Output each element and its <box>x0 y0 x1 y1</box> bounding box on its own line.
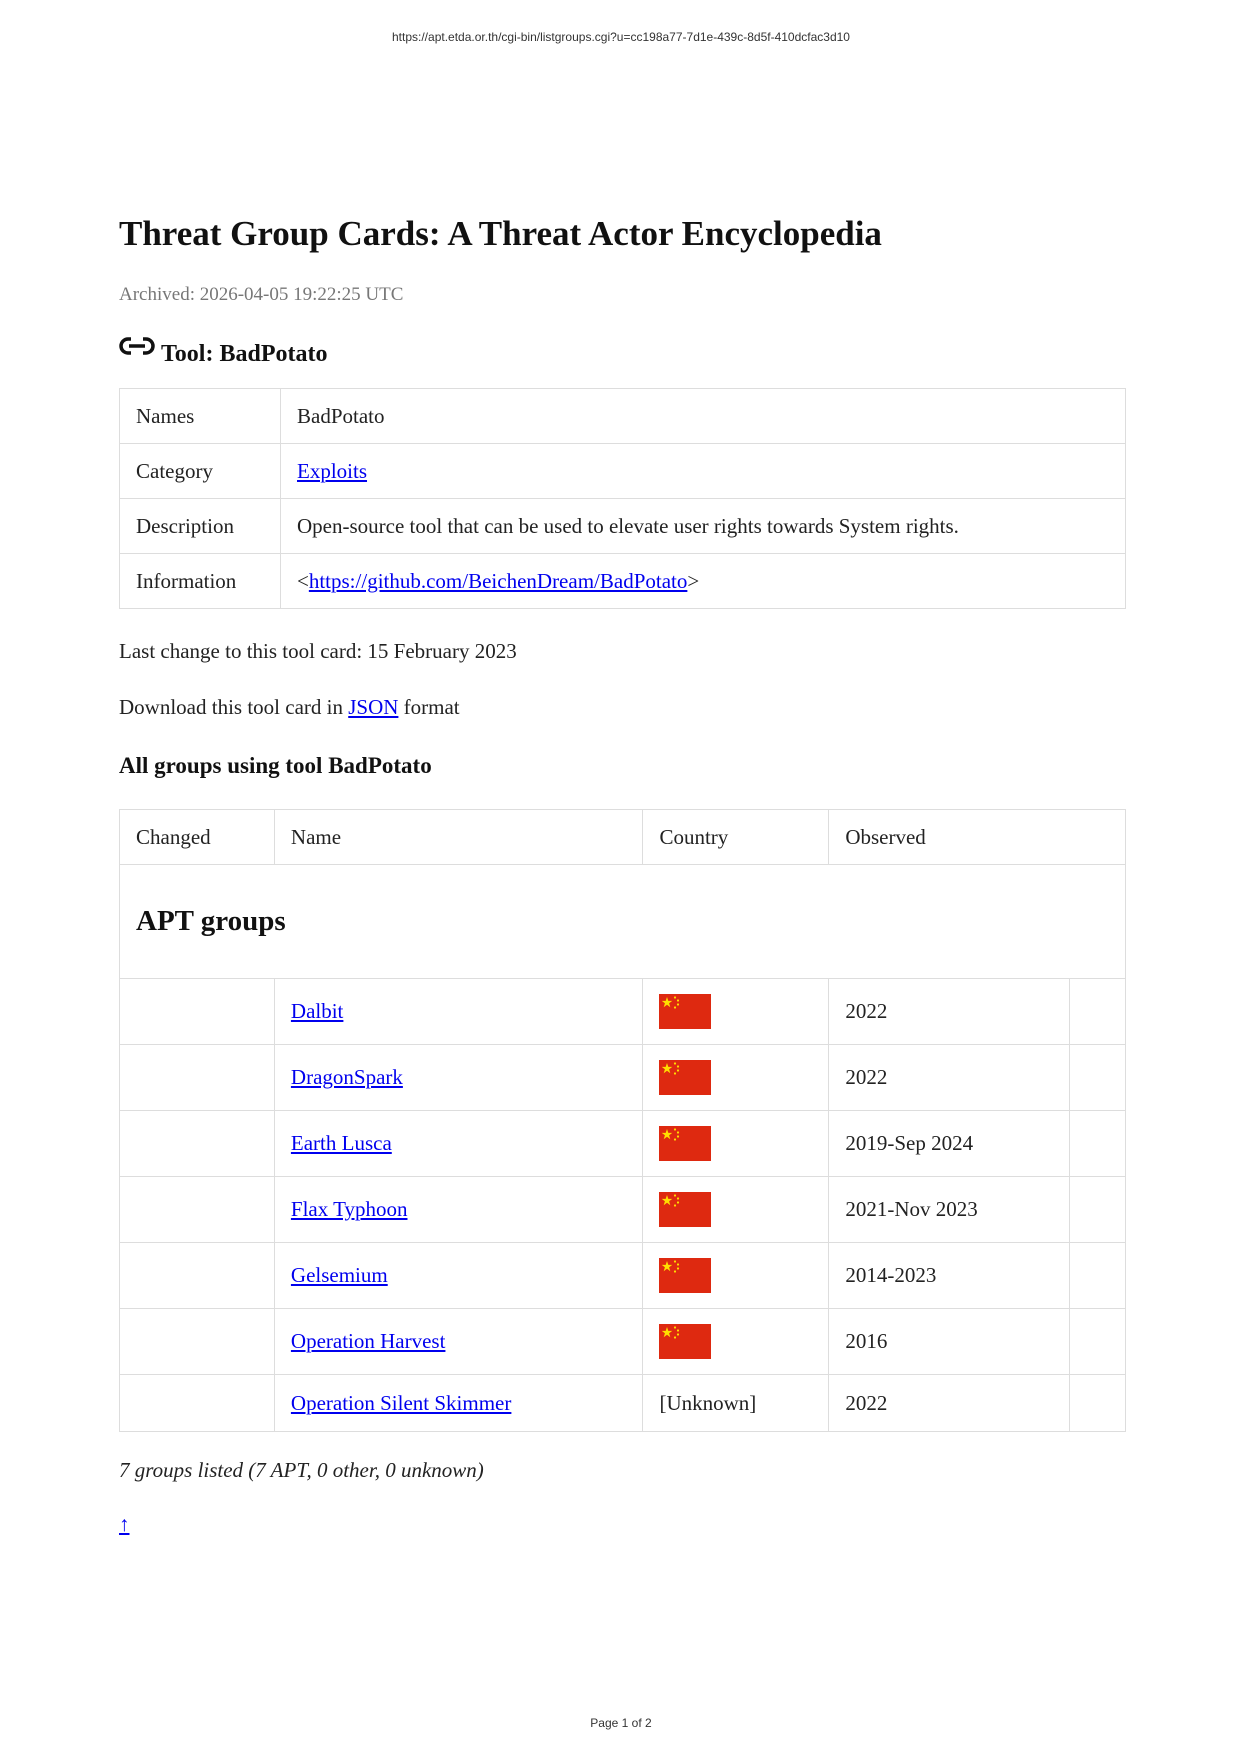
link-icon <box>119 336 155 358</box>
table-row <box>120 1045 1126 1111</box>
table-row <box>120 389 1126 444</box>
observed-cell: 2021-Nov 2023 <box>829 1177 1070 1243</box>
main-content <box>119 210 1126 1538</box>
observed-cell: 2014-2023 <box>829 1243 1070 1309</box>
china-flag-icon <box>659 994 711 1029</box>
extra-cell <box>1070 1243 1126 1309</box>
name-cell <box>274 1177 643 1243</box>
changed-cell <box>120 979 275 1045</box>
tool-heading <box>119 334 1126 368</box>
download-prefix: Download this tool card in <box>119 695 349 719</box>
china-flag-icon <box>659 1060 711 1095</box>
column-header-name: Name <box>274 810 643 865</box>
china-flag-icon <box>659 1126 711 1161</box>
information-suffix: > <box>687 568 700 593</box>
print-url-header: https://apt.etda.or.th/cgi-bin/listgroups.cgi?u=cc198a77-7d1e-439c-8d5f-410dcfac3d10 <box>392 30 850 44</box>
group-link[interactable]: Operation Silent Skimmer <box>290 1390 512 1415</box>
table-row <box>120 979 1126 1045</box>
download-suffix: format <box>398 695 460 719</box>
names-value: BadPotato <box>281 389 1126 444</box>
observed-cell: 2016 <box>829 1309 1070 1375</box>
up-arrow-line <box>119 1510 1126 1538</box>
table-row <box>120 1375 1126 1432</box>
category-label: Category <box>120 444 281 499</box>
group-link[interactable]: Dalbit <box>290 999 344 1023</box>
extra-cell <box>1070 1045 1126 1111</box>
country-cell <box>643 1177 829 1243</box>
section-title: APT groups <box>136 905 286 937</box>
table-header-row <box>120 810 1126 865</box>
group-link[interactable]: Flax Typhoon <box>290 1197 408 1221</box>
extra-cell <box>1070 1177 1126 1243</box>
section-cell <box>120 865 1126 979</box>
changed-cell <box>120 1045 275 1111</box>
tool-heading-text: Tool: BadPotato <box>161 341 328 367</box>
name-cell <box>274 1309 643 1375</box>
section-row <box>120 865 1126 979</box>
observed-cell: 2022 <box>829 979 1070 1045</box>
information-label: Information <box>120 554 281 609</box>
column-header-country: Country <box>643 810 829 865</box>
names-label: Names <box>120 389 281 444</box>
page-number-footer: Page 1 of 2 <box>590 1716 652 1730</box>
github-link[interactable]: https://github.com/BeichenDream/BadPotato <box>308 568 688 593</box>
china-flag-icon <box>659 1324 711 1359</box>
extra-cell <box>1070 1111 1126 1177</box>
group-link[interactable]: Operation Harvest <box>290 1329 446 1353</box>
groups-summary: 7 groups listed (7 APT, 0 other, 0 unknown) <box>119 1458 484 1482</box>
country-cell <box>643 979 829 1045</box>
changed-cell <box>120 1177 275 1243</box>
name-cell <box>274 1111 643 1177</box>
china-flag-icon <box>659 1192 711 1227</box>
table-row <box>120 1243 1126 1309</box>
description-label: Description <box>120 499 281 554</box>
table-row <box>120 554 1126 609</box>
observed-cell: 2022 <box>829 1045 1070 1111</box>
observed-cell: 2022 <box>829 1375 1070 1432</box>
changed-cell <box>120 1309 275 1375</box>
download-line <box>119 693 1126 721</box>
information-cell <box>281 554 1126 609</box>
table-row <box>120 1309 1126 1375</box>
column-header-changed: Changed <box>120 810 275 865</box>
table-row <box>120 444 1126 499</box>
group-link[interactable]: Earth Lusca <box>290 1131 392 1155</box>
changed-cell <box>120 1111 275 1177</box>
changed-cell <box>120 1243 275 1309</box>
name-cell <box>274 1045 643 1111</box>
name-cell <box>274 979 643 1045</box>
page-title: Threat Group Cards: A Threat Actor Encyclopedia <box>119 214 882 253</box>
country-cell <box>643 1111 829 1177</box>
group-link[interactable]: DragonSpark <box>290 1065 403 1089</box>
table-row <box>120 1177 1126 1243</box>
changed-cell <box>120 1375 275 1432</box>
category-cell <box>281 444 1126 499</box>
back-to-top-link[interactable]: ↑ <box>119 1512 130 1536</box>
country-cell <box>643 1243 829 1309</box>
extra-cell <box>1070 1375 1126 1432</box>
observed-cell: 2019-Sep 2024 <box>829 1111 1070 1177</box>
json-download-link[interactable]: JSON <box>348 695 399 719</box>
china-flag-icon <box>659 1258 711 1293</box>
column-header-observed: Observed <box>829 810 1126 865</box>
table-row <box>120 499 1126 554</box>
description-value: Open-source tool that can be used to elevate user rights towards System rights. <box>281 499 1126 554</box>
country-cell: [Unknown] <box>643 1375 829 1432</box>
name-cell <box>274 1375 643 1432</box>
tool-info-table <box>119 388 1126 609</box>
groups-heading: All groups using tool BadPotato <box>119 753 432 778</box>
category-link[interactable]: Exploits <box>297 458 368 483</box>
country-cell <box>643 1309 829 1375</box>
country-cell <box>643 1045 829 1111</box>
groups-table <box>119 809 1126 1432</box>
extra-cell <box>1070 1309 1126 1375</box>
last-change-text: Last change to this tool card: 15 February 2023 <box>119 639 517 663</box>
group-link[interactable]: Gelsemium <box>290 1263 388 1287</box>
table-row <box>120 1111 1126 1177</box>
extra-cell <box>1070 979 1126 1045</box>
archived-timestamp: Archived: 2026-04-05 19:22:25 UTC <box>119 284 404 305</box>
name-cell <box>274 1243 643 1309</box>
information-prefix: < <box>297 568 309 593</box>
